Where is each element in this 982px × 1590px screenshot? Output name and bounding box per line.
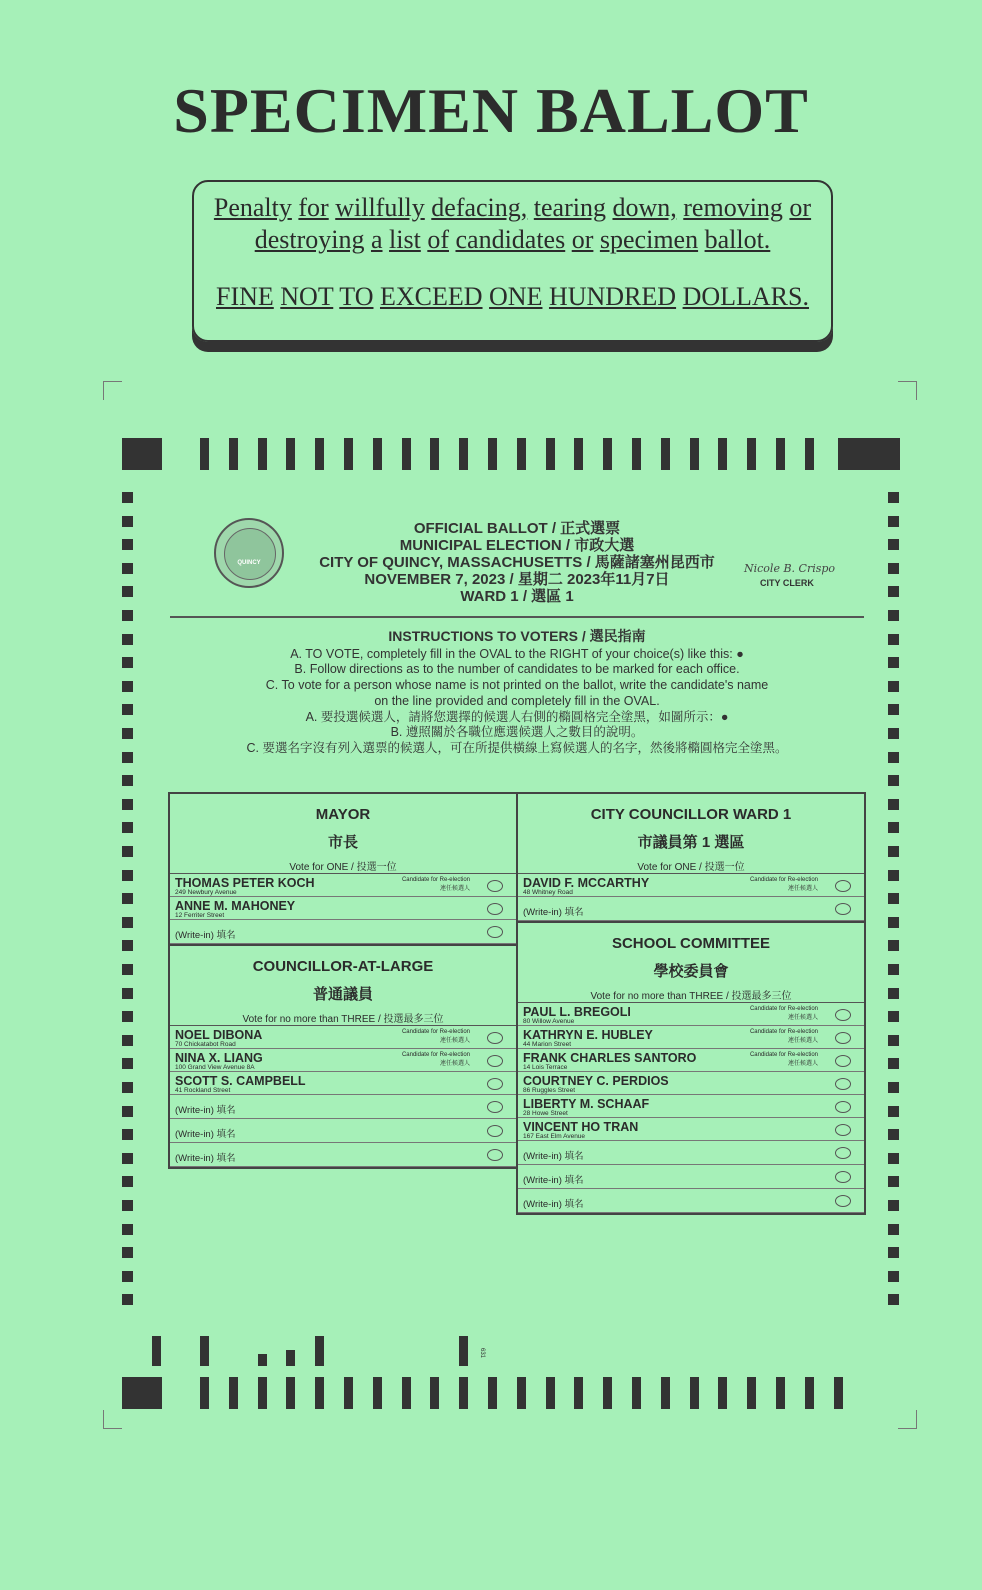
write-in-label: (Write-in) 填名 [175, 1153, 236, 1164]
vote-oval[interactable] [835, 1055, 851, 1067]
side-mark [122, 704, 133, 715]
crop-mark-bottom-right [898, 1410, 917, 1429]
vote-oval[interactable] [835, 1032, 851, 1044]
timing-bar [315, 1377, 324, 1409]
timing-bar [315, 438, 324, 470]
vote-oval[interactable] [835, 880, 851, 892]
left-column [168, 792, 518, 1169]
candidate-name: DAVID F. MCCARTHY [523, 876, 650, 890]
write-in-label: (Write-in) 填名 [523, 1151, 584, 1162]
timing-bar [517, 1377, 526, 1409]
code-bar [286, 1350, 295, 1366]
reelection-zh: 連任候選人 [439, 1061, 470, 1067]
timing-bar [805, 438, 814, 470]
reelection-en: Candidate for Re-election [749, 1029, 818, 1035]
timing-bar [430, 438, 439, 470]
candidate-name: THOMAS PETER KOCH [175, 876, 315, 890]
office-title: COUNCILLOR-AT-LARGE [252, 958, 434, 975]
side-mark [888, 775, 899, 786]
penalty-word: ballot. [704, 225, 771, 254]
side-mark [122, 586, 133, 597]
vote-oval[interactable] [487, 926, 503, 938]
write-in-row[interactable] [518, 1165, 864, 1189]
timing-bar [373, 1377, 382, 1409]
timing-bar [661, 1377, 670, 1409]
timing-bar [574, 438, 583, 470]
side-mark [122, 1294, 133, 1305]
reelection-en: Candidate for Re-election [401, 1052, 470, 1058]
side-mark [122, 1082, 133, 1093]
side-mark [122, 1224, 133, 1235]
penalty-word: EXCEED [379, 282, 483, 311]
write-in-label: (Write-in) 填名 [175, 1105, 236, 1116]
reelection-note [750, 876, 818, 894]
city-seal [214, 518, 284, 588]
timing-bar [402, 438, 411, 470]
penalty-word: a [370, 225, 383, 254]
timing-bar [488, 438, 497, 470]
candidate-name: NINA X. LIANG [175, 1051, 263, 1065]
side-mark [888, 610, 899, 621]
timing-bar [200, 438, 209, 470]
instruction-line: A. 要投選候選人，請將您選擇的候選人右側的橢圓格完全塗黑，如圖所示：● [305, 709, 729, 724]
candidate-row [170, 897, 516, 920]
vote-oval[interactable] [835, 1147, 851, 1159]
candidate-row [170, 1072, 516, 1095]
side-mark [888, 657, 899, 668]
write-in-row[interactable] [518, 897, 864, 921]
candidate-row [518, 1049, 864, 1072]
office-title-zh: 市議員第 1 選區 [637, 834, 745, 851]
side-mark [122, 1011, 133, 1022]
side-mark [122, 681, 133, 692]
candidate-address: 28 Howe Street [523, 1110, 568, 1117]
timing-bar [258, 438, 267, 470]
candidate-address: 48 Whitney Road [523, 889, 573, 896]
office-title: MAYOR [315, 806, 371, 823]
side-mark [888, 940, 899, 951]
side-mark [888, 1247, 899, 1258]
side-mark [122, 940, 133, 951]
side-mark [122, 1176, 133, 1187]
candidate-address: 44 Marion Street [523, 1041, 572, 1048]
penalty-word: of [427, 225, 449, 254]
write-in-label: (Write-in) 填名 [175, 930, 236, 941]
candidate-row [518, 1072, 864, 1095]
penalty-line-1 [194, 192, 831, 224]
timing-bar [632, 438, 641, 470]
penalty-fine [194, 282, 831, 312]
penalty-word: NOT [280, 282, 334, 311]
side-mark [888, 1082, 899, 1093]
candidate-name: PAUL L. BREGOLI [523, 1005, 631, 1019]
side-mark [122, 893, 133, 904]
side-mark [888, 492, 899, 503]
vote-oval[interactable] [487, 1078, 503, 1090]
councillor-at-large-section [170, 944, 516, 1167]
candidate-row [518, 1003, 864, 1026]
write-in-label: (Write-in) 填名 [523, 907, 584, 918]
vote-oval[interactable] [487, 1125, 503, 1137]
side-mark [888, 1294, 899, 1305]
side-mark [122, 1129, 133, 1140]
side-mark [122, 516, 133, 527]
write-in-row[interactable] [170, 1119, 516, 1143]
candidate-address: 14 Lois Terrace [523, 1064, 568, 1071]
reelection-note [750, 1051, 818, 1069]
candidate-row [170, 1026, 516, 1049]
vote-oval[interactable] [835, 1124, 851, 1136]
timing-block [838, 438, 900, 470]
vote-directions: Vote for ONE / 投選一位 [637, 862, 745, 873]
office-heading [170, 806, 516, 874]
timing-bar [661, 438, 670, 470]
header-line-5: WARD 1 / 選區 1 [460, 588, 574, 605]
timing-bar [373, 438, 382, 470]
header-line-2: MUNICIPAL ELECTION / 市政大選 [399, 537, 635, 554]
timing-bar [718, 1377, 727, 1409]
vote-directions: Vote for no more than THREE / 投選最多三位 [590, 991, 792, 1002]
candidate-address: 249 Newbury Avenue [175, 889, 237, 896]
timing-bar [690, 438, 699, 470]
side-mark [888, 988, 899, 999]
candidate-name: LIBERTY M. SCHAAF [523, 1097, 650, 1111]
side-mark [122, 1035, 133, 1046]
reelection-zh: 連任候選人 [787, 1038, 818, 1044]
timing-bar [718, 438, 727, 470]
side-mark [122, 964, 133, 975]
penalty-word: list [389, 225, 421, 254]
side-mark [888, 893, 899, 904]
header-divider [170, 616, 864, 618]
reelection-zh: 連任候選人 [787, 1015, 818, 1021]
side-mark [122, 563, 133, 574]
timing-bar [344, 438, 353, 470]
side-mark [122, 539, 133, 550]
vote-oval[interactable] [835, 1101, 851, 1113]
timing-bar [805, 1377, 814, 1409]
side-mark [122, 870, 133, 881]
reelection-zh: 連任候選人 [787, 1061, 818, 1067]
timing-bar [229, 438, 238, 470]
timing-bar [459, 1377, 468, 1409]
header-line-4: NOVEMBER 7, 2023 / 星期二 2023年11月7日 [364, 571, 670, 588]
crop-mark-top-left [103, 381, 122, 400]
seal-text: QUINCY [237, 560, 261, 566]
penalty-word: destroying [254, 225, 365, 254]
reelection-note [750, 1028, 818, 1046]
side-mark [122, 728, 133, 739]
side-mark [122, 492, 133, 503]
side-mark [122, 1247, 133, 1258]
office-title: SCHOOL COMMITTEE [611, 935, 771, 952]
vote-oval[interactable] [487, 1055, 503, 1067]
instruction-line: B. 遵照關於各職位應選候選人之數目的說明。 [390, 725, 644, 740]
reelection-en: Candidate for Re-election [401, 1029, 470, 1035]
candidate-address: 100 Grand View Avenue 8A [175, 1064, 255, 1071]
side-mark [888, 1200, 899, 1211]
timing-bar [834, 1377, 843, 1409]
vote-directions: Vote for no more than THREE / 投選最多三位 [242, 1014, 444, 1025]
side-mark [122, 634, 133, 645]
side-mark [888, 1224, 899, 1235]
vote-oval[interactable] [487, 1149, 503, 1161]
candidate-name: NOEL DIBONA [175, 1028, 263, 1042]
penalty-word: defacing, [431, 193, 528, 222]
side-mark [888, 563, 899, 574]
candidate-row [518, 874, 864, 897]
ballot-code: 631 [479, 1347, 486, 1359]
penalty-word: candidates [455, 225, 566, 254]
side-mark [888, 1011, 899, 1022]
penalty-word: DOLLARS. [682, 282, 809, 311]
candidate-address: 86 Ruggles Street [523, 1087, 576, 1094]
write-in-row[interactable] [518, 1189, 864, 1213]
timing-bar [229, 1377, 238, 1409]
timing-bar [632, 1377, 641, 1409]
timing-bar [402, 1377, 411, 1409]
side-mark [888, 1271, 899, 1282]
office-heading [518, 935, 864, 1003]
timing-bar [603, 1377, 612, 1409]
candidate-address: 80 Willow Avenue [523, 1018, 575, 1025]
reelection-zh: 連任候選人 [439, 1038, 470, 1044]
candidate-name: SCOTT S. CAMPBELL [175, 1074, 306, 1088]
side-mark [122, 846, 133, 857]
reelection-en: Candidate for Re-election [749, 1006, 818, 1012]
side-mark [888, 516, 899, 527]
write-in-row[interactable] [170, 1095, 516, 1119]
side-mark [888, 634, 899, 645]
penalty-notice [192, 180, 833, 342]
side-mark [888, 870, 899, 881]
penalty-word: removing [683, 193, 783, 222]
candidate-name: KATHRYN E. HUBLEY [523, 1028, 653, 1042]
vote-oval[interactable] [835, 1171, 851, 1183]
vote-oval[interactable] [835, 1009, 851, 1021]
office-title-zh: 普通議員 [312, 986, 373, 1003]
timing-bar [459, 438, 468, 470]
side-mark [888, 1153, 899, 1164]
candidate-address: 70 Chickatabot Road [175, 1041, 236, 1048]
penalty-word: TO [339, 282, 374, 311]
penalty-word: HUNDRED [548, 282, 677, 311]
clerk-title: CITY CLERK [760, 578, 814, 588]
side-mark [122, 799, 133, 810]
side-mark [888, 1106, 899, 1117]
write-in-label: (Write-in) 填名 [175, 1129, 236, 1140]
instructions [170, 629, 864, 757]
crop-mark-top-right [898, 381, 917, 400]
reelection-zh: 連任候選人 [787, 886, 818, 892]
write-in-row[interactable] [518, 1141, 864, 1165]
penalty-word: FINE [216, 282, 274, 311]
office-title: CITY COUNCILLOR WARD 1 [590, 806, 792, 823]
office-title-zh: 學校委員會 [653, 963, 729, 980]
code-bar [459, 1336, 468, 1366]
clerk-signature: Nicole B. Crispo [744, 562, 836, 575]
candidate-name: COURTNEY C. PERDIOS [523, 1074, 669, 1088]
header-line-1: OFFICIAL BALLOT / 正式選票 [413, 520, 621, 537]
penalty-word: or [571, 225, 594, 254]
instruction-line: B. Follow directions as to the number of candidates to be marked for each office. [294, 662, 740, 677]
timing-bar [200, 1377, 209, 1409]
candidate-row [518, 1095, 864, 1118]
crop-mark-bottom-left [103, 1410, 122, 1429]
candidate-row [170, 1049, 516, 1072]
ballot-header [300, 520, 734, 605]
timing-bar [430, 1377, 439, 1409]
side-mark [888, 1176, 899, 1187]
side-mark [122, 752, 133, 763]
penalty-word: tearing [533, 193, 606, 222]
school-committee-section [518, 921, 864, 1213]
instruction-line: C. 要選名字沒有列入選票的候選人，可在所提供橫線上寫候選人的名字，然後將橢圓格完全塗黑。 [246, 740, 788, 755]
timing-bar [488, 1377, 497, 1409]
instruction-line: on the line provided and completely fill in the OVAL. [374, 693, 660, 708]
office-heading [518, 806, 864, 874]
reelection-en: Candidate for Re-election [749, 877, 818, 883]
side-mark [122, 1200, 133, 1211]
side-mark [888, 917, 899, 928]
reelection-zh: 連任候選人 [439, 886, 470, 892]
page-title: SPECIMEN BALLOT [173, 75, 809, 146]
side-mark [122, 1058, 133, 1069]
vote-oval[interactable] [835, 1195, 851, 1207]
side-mark [122, 775, 133, 786]
header-line-3: CITY OF QUINCY, MASSACHUSETTS / 馬薩諸塞州昆西市 [319, 554, 715, 571]
timing-bar [258, 1377, 267, 1409]
timing-bar [546, 438, 555, 470]
vote-oval[interactable] [487, 1101, 503, 1113]
reelection-note [402, 876, 470, 894]
code-bar [258, 1354, 267, 1366]
penalty-word: for [298, 193, 329, 222]
timing-block [122, 438, 162, 470]
side-mark [122, 822, 133, 833]
side-mark [888, 728, 899, 739]
candidate-row [170, 874, 516, 897]
vote-oval[interactable] [487, 903, 503, 915]
timing-bar [344, 1377, 353, 1409]
side-mark [122, 1271, 133, 1282]
timing-bar [747, 1377, 756, 1409]
side-mark [122, 657, 133, 668]
vote-oval[interactable] [835, 903, 851, 915]
side-mark [122, 610, 133, 621]
candidate-row [518, 1118, 864, 1141]
write-in-label: (Write-in) 填名 [523, 1199, 584, 1210]
write-in-row[interactable] [170, 920, 516, 944]
reelection-en: Candidate for Re-election [749, 1052, 818, 1058]
right-column [516, 792, 866, 1215]
write-in-label: (Write-in) 填名 [523, 1175, 584, 1186]
mayor-section [170, 806, 516, 944]
instructions-heading: INSTRUCTIONS TO VOTERS / 選民指南 [388, 628, 646, 644]
penalty-word: ONE [489, 282, 543, 311]
penalty-word: Penalty [213, 193, 292, 222]
timing-bar [776, 1377, 785, 1409]
code-bar [152, 1336, 161, 1366]
vote-oval[interactable] [487, 880, 503, 892]
vote-directions: Vote for ONE / 投選一位 [289, 862, 397, 873]
reelection-en: Candidate for Re-election [401, 877, 470, 883]
side-mark [122, 917, 133, 928]
penalty-word: willfully [335, 193, 425, 222]
timing-bar [517, 438, 526, 470]
code-bar [315, 1336, 324, 1366]
side-mark [122, 1106, 133, 1117]
candidate-address: 167 East Elm Avenue [523, 1133, 586, 1140]
candidate-name: ANNE M. MAHONEY [175, 899, 296, 913]
candidate-address: 41 Rockland Street [175, 1087, 231, 1094]
ward-councillor-section [518, 806, 864, 921]
reelection-note [750, 1005, 818, 1023]
candidate-address: 12 Ferriter Street [175, 912, 225, 919]
timing-bar [747, 438, 756, 470]
side-mark [888, 586, 899, 597]
candidate-row [518, 1026, 864, 1049]
timing-bar [286, 438, 295, 470]
penalty-word: down, [612, 193, 677, 222]
instruction-line: C. To vote for a person whose name is not printed on the ballot, write the candidate's name [265, 678, 769, 693]
write-in-row[interactable] [170, 1143, 516, 1167]
timing-bar [546, 1377, 555, 1409]
penalty-word: or [789, 193, 812, 222]
side-mark [888, 1058, 899, 1069]
office-heading [170, 958, 516, 1026]
timing-bar [690, 1377, 699, 1409]
side-mark [888, 704, 899, 715]
side-mark [888, 681, 899, 692]
side-mark [888, 1035, 899, 1046]
side-mark [888, 964, 899, 975]
timing-bar [776, 438, 785, 470]
timing-bar [603, 438, 612, 470]
side-mark [888, 752, 899, 763]
penalty-line-2 [194, 224, 831, 256]
side-mark [888, 799, 899, 810]
vote-oval[interactable] [487, 1032, 503, 1044]
side-mark [122, 1153, 133, 1164]
reelection-note [402, 1051, 470, 1069]
vote-oval[interactable] [835, 1078, 851, 1090]
candidate-name: FRANK CHARLES SANTORO [523, 1051, 697, 1065]
office-title-zh: 市長 [327, 834, 358, 851]
reelection-note [402, 1028, 470, 1046]
side-mark [888, 539, 899, 550]
timing-block [122, 1377, 162, 1409]
timing-bar [574, 1377, 583, 1409]
side-mark [888, 1129, 899, 1140]
candidate-name: VINCENT HO TRAN [523, 1120, 639, 1134]
instruction-line: A. TO VOTE, completely fill in the OVAL to the RIGHT of your choice(s) like this: ● [290, 646, 744, 661]
timing-bar [286, 1377, 295, 1409]
side-mark [888, 846, 899, 857]
side-mark [888, 822, 899, 833]
penalty-word: specimen [599, 225, 699, 254]
code-bar [200, 1336, 209, 1366]
side-mark [122, 988, 133, 999]
